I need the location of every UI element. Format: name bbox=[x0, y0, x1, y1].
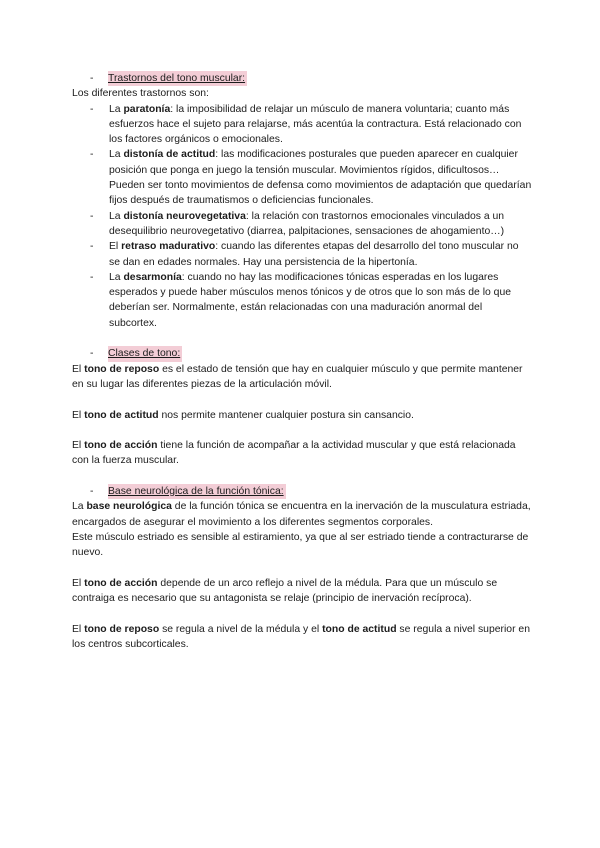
list-item-desarmonia: - La desarmonía: cuando no hay las modificaciones tónicas esperadas en los lugares esperados y puede haber músculos menos tónicos y de otros que lo son más de lo que deberían ser. Normalmente, están relacionadas con una maduración anormal del subcortex. bbox=[72, 270, 532, 331]
section-heading-clases bbox=[72, 346, 532, 361]
section-heading-base-neurologica bbox=[72, 484, 532, 499]
list-item-paratonia: - La paratonía: la imposibilidad de relajar un músculo de manera voluntaria; cuanto más esfuerzos hace el sujeto para relajarse, más acentúa la contractura. Está relacionado con los factores orgánicos o emocionales. bbox=[72, 102, 532, 148]
paragraph-regulacion: El tono de reposo se regula a nivel de la médula y el tono de actitud se regula a nivel superior en los centros subcorticales. bbox=[72, 623, 530, 650]
spacer bbox=[72, 392, 532, 407]
term: retraso madurativo bbox=[121, 241, 216, 253]
list-item-distonia-actitud: - La distonía de actitud: las modificaciones posturales que pueden aparecer en cualquier posición que ponga en juego la tensión muscular. Movimientos rígidos, dificultosos… Pueden ser tonto movimientos de defensa como movimientos de adaptación que quedarían fijos después de traumatismos o deficiencias funcionales. bbox=[72, 147, 532, 208]
term: tono de acción bbox=[84, 577, 158, 589]
section-heading-trastornos bbox=[72, 71, 532, 86]
heading-text: Clases de tono: bbox=[108, 346, 182, 361]
term: paratonía bbox=[123, 103, 171, 115]
term: distonía de actitud bbox=[123, 149, 216, 161]
term: base neurológica bbox=[86, 501, 172, 513]
term: distonía neurovegetativa bbox=[123, 210, 246, 222]
document-content bbox=[72, 71, 532, 652]
heading-text: Trastornos del tono muscular: bbox=[108, 71, 247, 86]
term: tono de actitud bbox=[322, 623, 397, 635]
list-item-distonia-neurovegetativa: - La distonía neurovegetativa: la relación con trastornos emocionales vinculados a un desequilibrio neurovegetativo (diarrea, palpitaciones, sensaciones de ahogamiento…) bbox=[72, 209, 532, 240]
term: tono de reposo bbox=[84, 363, 160, 375]
term: tono de actitud bbox=[84, 409, 159, 421]
paragraph-tono-accion: El tono de acción tiene la función de acompañar a la actividad muscular y que está relacionada con la fuerza muscular. bbox=[72, 440, 516, 467]
heading-bullet: - bbox=[90, 486, 94, 498]
paragraph-tono-accion-reflejo: El tono de acción depende de un arco reflejo a nivel de la médula. Para que un músculo se contraiga es necesario que su antagonista se relaje (principio de inervación recíproca). bbox=[72, 577, 498, 605]
spacer bbox=[72, 469, 532, 484]
heading-bullet: - bbox=[90, 348, 94, 360]
term: tono de acción bbox=[84, 440, 158, 452]
spacer bbox=[72, 606, 532, 621]
trastornos-list bbox=[72, 102, 532, 331]
paragraph-tono-actitud: El tono de actitud nos permite mantener cualquier postura sin cansancio. bbox=[72, 409, 414, 421]
term: desarmonía bbox=[123, 271, 182, 283]
intro-text: Los diferentes trastornos son: bbox=[72, 88, 209, 100]
paragraph-musculo-estriado: Este músculo estriado es sensible al estiramiento, ya que al ser estriado tiende a contracturarse de nuevo. bbox=[72, 531, 529, 559]
spacer bbox=[72, 331, 532, 346]
heading-bullet: - bbox=[90, 73, 94, 84]
list-item-retraso-madurativo: - El retraso madurativo: cuando las diferentes etapas del desarrollo del tono muscular no se dan en edades normales. Hay una persistencia de la hipertonía. bbox=[72, 239, 532, 270]
spacer bbox=[72, 561, 532, 576]
paragraph-tono-reposo: El tono de reposo es el estado de tensión que hay en cualquier músculo y que permite mantener en su lugar las diferentes piezas de la articulación móvil. bbox=[72, 363, 523, 390]
heading-text: Base neurológica de la función tónica: bbox=[108, 484, 286, 499]
term: tono de reposo bbox=[84, 623, 160, 635]
spacer bbox=[72, 423, 532, 438]
paragraph-base-neurologica: La base neurológica de la función tónica se encuentra en la inervación de la musculatura estriada, encargados de asegurar el movimiento a los diferentes segmentos corporales. bbox=[72, 501, 531, 528]
